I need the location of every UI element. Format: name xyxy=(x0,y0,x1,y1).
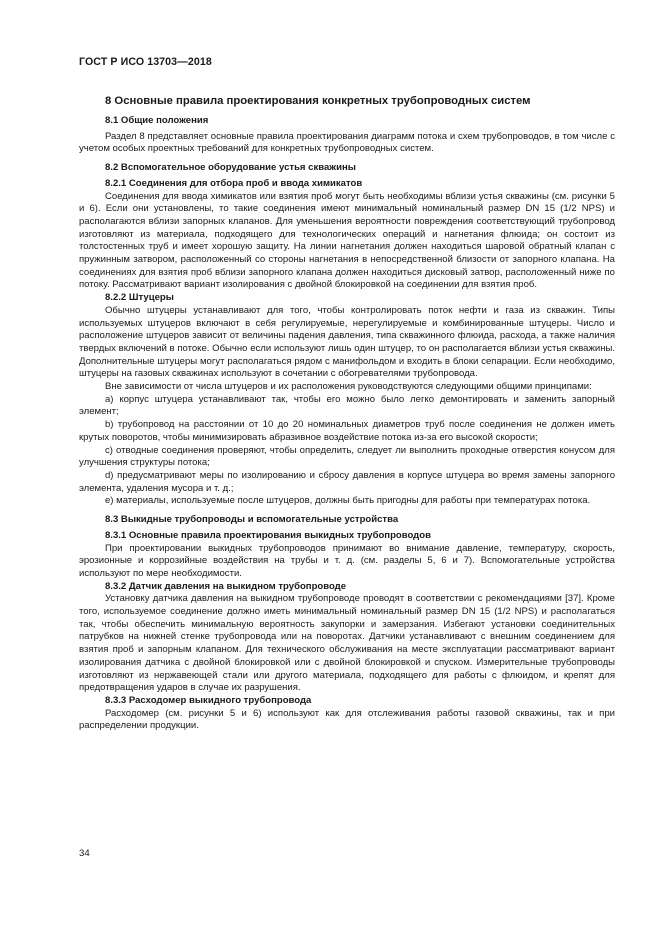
section-8-2-1-paragraph: Соединения для ввода химикатов или взятия проб могут быть необходимы вблизи устья скважины (см. рисунки 5 и 6). Если они установлены, то такие соединения имеют минимальный номинальный размер DN 15 (1/2 NPS) и располагаются вблизи запорных клапанов. Для уменьшения вероятности повреждения соответствующий трубопровод изготовляют из материала, подходящего для технологических операций и нагнетания флюида; он состоит из толстостенных труб и имеет хорошую защиту. На линии нагнетания должен находиться шаровой обратный клапан с пружинным затвором, расположенный со стороны нагнетания в непосредственной близости от запорного клапана. На соединениях для взятия проб вблизи запорного клапана должен находиться дисковый затвор, расположенный ниже по потоку. Рассматривают вариант изолирования с двойной блокировкой на соединении для взятия проб. xyxy=(79,190,615,291)
section-8-3-2-paragraph: Установку датчика давления на выкидном трубопроводе проводят в соответствии с рекомендациями [37]. Кроме того, используемое соединение должно иметь минимальный номинальный размер DN 15 (1/2 NPS) и располагаться так, чтобы обеспечить минимальную вероятность закупорки и замерзания. Избегают установки соединительных патрубков на нижней стенке трубопровода или на поворотах. Датчики устанавливают с внешним соединением для взятия проб и запорным клапаном. Для технического обслуживания на месте эксплуатации рассматривают вариант изолирования датчика с двойной блокировкой или с двойной блокировкой и спуском. Измерительные трубопроводы изготовляют из нержавеющей стали или другого материала, подходящего для работы с флюидом, и крепят для предотвращения ударов в случае их разрушения. xyxy=(79,593,615,694)
section-8-3-3-paragraph: Расходомер (см. рисунки 5 и 6) используют как для отслеживания работы газовой скважины, так и при распределении продукции. xyxy=(79,707,615,732)
section-8-3-title: 8.3 Выкидные трубопроводы и вспомогательные устройства xyxy=(105,514,399,526)
document-header: ГОСТ Р ИСО 13703—2018 xyxy=(79,56,212,68)
section-8-title: 8 Основные правила проектирования конкретных трубопроводных систем xyxy=(105,95,531,107)
section-8-1-paragraph: Раздел 8 представляет основные правила проектирования диаграмм потока и схем трубопроводов, в том числе с учетом особых проектных требований для конкретных трубопроводных систем. xyxy=(79,130,615,155)
list-item-d: d) предусматривают меры по изолированию и сбросу давления в корпусе штуцера во время замены запорного элемента, удаления мусора и т. д.; xyxy=(79,469,615,494)
list-item-c: c) отводные соединения проверяют, чтобы определить, следует ли выполнить проходные отверстия конусом для улучшения структуры потока; xyxy=(79,444,615,469)
section-8-3-3-title: 8.3.3 Расходомер выкидного трубопровода xyxy=(105,694,312,706)
page-content xyxy=(79,94,615,733)
list-item-e: e) материалы, используемые после штуцеров, должны быть пригодны для работы при температурах потока. xyxy=(105,495,591,507)
section-8-2-1-title: 8.2.1 Соединения для отбора проб и ввода химикатов xyxy=(105,177,363,189)
list-item-b: b) трубопровод на расстоянии от 10 до 20 номинальных диаметров труб после соединения не должен иметь крутых поворотов, чтобы минимизировать абразивное воздействие потока из-за его высокой скорости; xyxy=(79,419,615,443)
section-8-3-2-title: 8.3.2 Датчик давления на выкидном трубопроводе xyxy=(105,580,347,592)
section-8-2-title: 8.2 Вспомогательное оборудование устья скважины xyxy=(105,162,356,174)
section-8-3-1-title: 8.3.1 Основные правила проектирования выкидных трубопроводов xyxy=(105,529,431,541)
section-8-2-2-paragraph-2: Вне зависимости от числа штуцеров и их расположения руководствуются следующими общими принципами: xyxy=(105,381,592,393)
section-8-3-1-paragraph: При проектировании выкидных трубопроводов принимают во внимание давление, температуру, скорость, эрозионные и коррозийные воздействия на трубы и т. д. (см. разделы 5, 6 и 7). Вспомогательные устройства используют по мере необходимости. xyxy=(79,542,615,579)
section-8-2-2-paragraph-1: Обычно штуцеры устанавливают для того, чтобы контролировать поток нефти и газа из скважин. Типы используемых штуцеров включают в себя регулируемые, нерегулируемые и комбинированные штуцеры. Число и расположение штуцеров зависит от величины падения давления, типа скважинного флюида, расхода, а также наличия твердых включений в потоке. Обычно если используют лишь один штуцер, то он располагается вблизи устья скважины. Дополнительные штуцеры могут располагаться рядом с манифольдом и входить в блоки сепарации. Если необходимо, штуцеры на газовых скважинах используют в сочетании с обогревателями трубопровода. xyxy=(79,304,615,380)
section-8-1-title: 8.1 Общие положения xyxy=(105,115,209,126)
section-8-2-2-title: 8.2.2 Штуцеры xyxy=(105,292,174,304)
list-item-a: a) корпус штуцера устанавливают так, чтобы его можно было легко демонтировать и заменить запорный элемент; xyxy=(79,393,615,418)
page-number: 34 xyxy=(79,848,90,859)
